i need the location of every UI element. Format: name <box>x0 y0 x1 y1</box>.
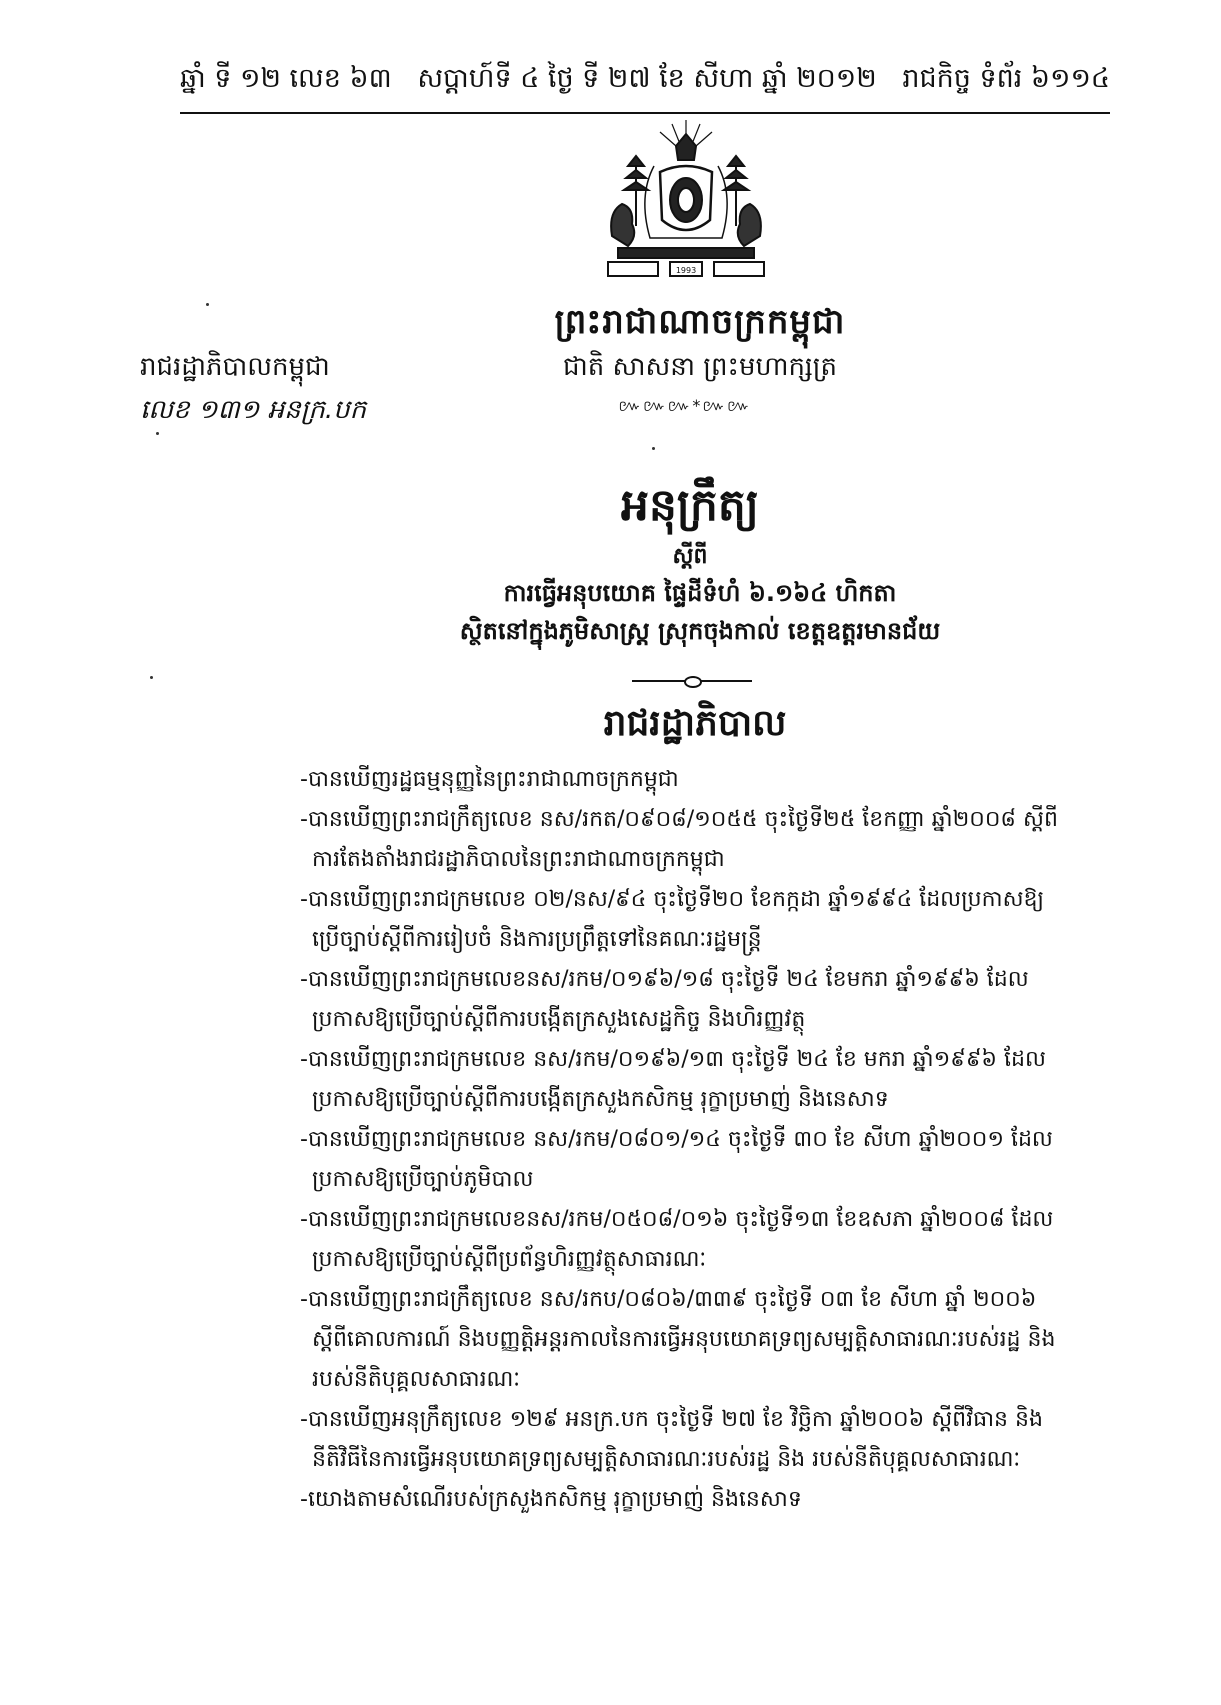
heading-ornament: ៚៚៚*៚៚ <box>618 396 752 415</box>
preamble-clause: -បានឃើញព្រះរាជក្រមលេខ នស/រកម/០១៩៦/១៣ ចុះថ្ងៃទី ២៤ ខែ មករា ឆ្នាំ១៩៩៦ ដែលប្រកាសឱ្យប្រើច្បាប់ស្តីពីការបង្កើតក្រសួងកសិកម្ម រុក្ខាប្រមាញ់ និងនេសាទ <box>300 1047 1046 1112</box>
gazette-date: សប្តាហ៍ទី ៤ ថ្ងៃ ទី ២៧ ខែ សីហា ឆ្នាំ ២០១២ <box>417 63 877 94</box>
preamble-clause: -បានឃើញព្រះរាជក្រឹត្យលេខ នស/រកប/០៨០៦/៣៣៩ ចុះថ្ងៃទី ០៣ ខែ សីហា ឆ្នាំ ២០០៦ ស្តីពីគោលការណ៍ និងបញ្ញត្តិអន្តរកាលនៃការធ្វើអនុបយោគទ្រព្យសម្បត្តិសាធារណៈរបស់រដ្ឋ និងរបស់នីតិបុគ្គលសាធារណៈ <box>300 1287 1056 1392</box>
preamble-clauses <box>300 760 1070 1520</box>
preamble-clause: -បានឃើញព្រះរាជក្រឹត្យលេខ នស/រកត/០៩០៨/១០៥៥ ចុះថ្ងៃទី២៥ ខែកញ្ញា ឆ្នាំ២០០៨ ស្តីពីការតែងតាំងរាជរដ្ឋាភិបាលនៃព្រះរាជាណាចក្រកម្ពុជា <box>300 807 1058 872</box>
decree-number: លេខ ១៣១ អនក្រ.បក <box>140 395 367 425</box>
gazette-year-issue: ឆ្នាំ ទី ១២ លេខ ៦៣ <box>180 63 392 94</box>
section-title-government: រាជរដ្ឋាភិបាល <box>603 703 787 744</box>
preamble-clause: -យោងតាមសំណើរបស់ក្រសួងកសិកម្ម រុក្ខាប្រមាញ់ និងនេសាទ <box>300 1487 802 1512</box>
preamble-clause: -បានឃើញព្រះរាជក្រមលេខនស/រកម/០៥០៨/០១៦ ចុះថ្ងៃទី១៣ ខែឧសភា ឆ្នាំ២០០៨ ដែលប្រកាសឱ្យប្រើច្បាប់ស្តីពីប្រព័ន្ធហិរញ្ញវត្ថុសាធារណៈ <box>300 1207 1054 1272</box>
document-title: អនុក្រឹត្យ <box>621 480 759 531</box>
preamble-clause: -បានឃើញអនុក្រឹត្យលេខ ១២៩ អនក្រ.បក ចុះថ្ងៃទី ២៧ ខែ វិច្ឆិកា ឆ្នាំ២០០៦ ស្តីពីវិធាន និងនីតិវិធីនៃការធ្វើអនុបយោគទ្រព្យសម្បត្តិសាធារណៈរបស់រដ្ឋ និង របស់នីតិបុគ្គលសាធារណៈ <box>300 1407 1043 1472</box>
national-motto: ជាតិ សាសនា ព្រះមហាក្សត្រ <box>563 352 837 382</box>
document-subject-line-1: ការធ្វើអនុបយោគ ផ្ទៃដីទំហំ ៦.១៦៤ ហិកតា <box>503 579 897 607</box>
document-subject-line-2: ស្ថិតនៅក្នុងភូមិសាស្ត្រ ស្រុកចុងកាល់ ខេត្តឧត្តរមានជ័យ <box>459 617 941 645</box>
issuing-government: រាជរដ្ឋាភិបាលកម្ពុជា <box>140 352 330 382</box>
seal-year-text: 1993 <box>675 266 697 275</box>
gazette-header <box>180 62 1110 114</box>
preamble-clause: -បានឃើញព្រះរាជក្រមលេខនស/រកម/០១៩៦/១៨ ចុះថ្ងៃទី ២៤ ខែមករា ឆ្នាំ១៩៩៦ ដែលប្រកាសឱ្យប្រើច្បាប់ស្តីពីការបង្កើតក្រសួងសេដ្ឋកិច្ច និងហិរញ្ញវត្ថុ <box>300 967 1029 1032</box>
preamble-clause: -បានឃើញព្រះរាជក្រមលេខ នស/រកម/០៨០១/១៤ ចុះថ្ងៃទី ៣០ ខែ សីហា ឆ្នាំ២០០១ ដែលប្រកាសឱ្យប្រើច្បាប់ភូមិបាល <box>300 1127 1053 1192</box>
preamble-clause: -បានឃើញរដ្ឋធម្មនុញ្ញនៃព្រះរាជាណាចក្រកម្ពុជា <box>300 767 679 792</box>
kingdom-name: ព្រះរាជាណាចក្រកម្ពុជា <box>554 302 846 342</box>
royal-coat-of-arms-icon <box>598 116 774 292</box>
gazette-page-number: រាជកិច្ច ទំព័រ ៦១១៤ <box>902 63 1110 94</box>
preamble-clause: -បានឃើញព្រះរាជក្រមលេខ ០២/នស/៩៤ ចុះថ្ងៃទី២០ ខែកក្កដា ឆ្នាំ១៩៩៤ ដែលប្រកាសឱ្យប្រើច្បាប់ស្តីពីការរៀបចំ និងការប្រព្រឹត្តទៅនៃគណៈរដ្ឋមន្ត្រី <box>300 887 1045 952</box>
document-about: ស្តីពី <box>672 544 708 569</box>
divider-ornament-icon <box>684 676 702 688</box>
